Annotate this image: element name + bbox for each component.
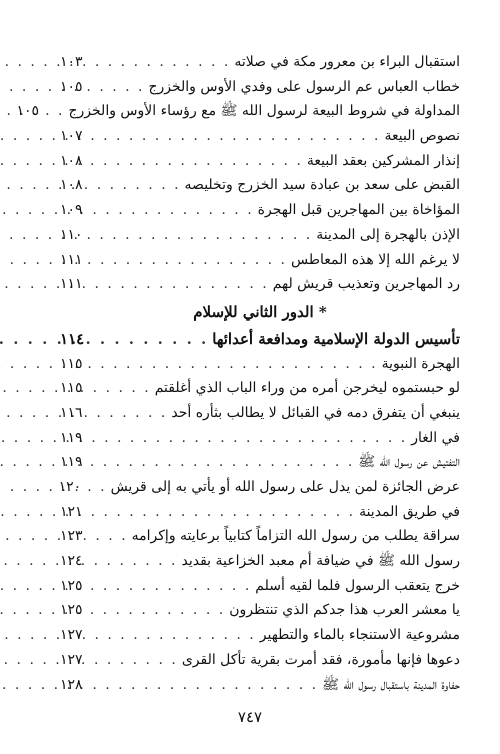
dot-leader xyxy=(100,648,178,673)
table-of-contents xyxy=(16,50,460,697)
dot-leader xyxy=(100,598,225,623)
toc-entry-title: تأسيس الدولة الإسلامية ومدافعة أعدائها xyxy=(212,329,460,348)
toc-entry-title: سراقة يطلب من رسول الله التزاماً كتابياً برعايته وإكرامه xyxy=(131,528,460,545)
toc-entry-title: الإذن بالهجرة إلى المدينة xyxy=(316,226,460,243)
dot-leader xyxy=(100,149,303,174)
toc-entry xyxy=(60,223,460,248)
toc-entry xyxy=(60,149,460,174)
toc-entry-page: ١١٤ xyxy=(60,329,85,348)
toc-entry-title: يا معشر العرب هذا جدكم الذي تنتظرون xyxy=(229,602,460,619)
toc-entry-title: رسول الله ﷺ في ضيافة أم معبد الخزاعية بقديد xyxy=(181,553,460,570)
toc-entry xyxy=(60,574,460,599)
toc-entry xyxy=(60,549,460,574)
toc-entry xyxy=(16,99,460,124)
dot-leader xyxy=(100,352,378,377)
toc-entry xyxy=(60,401,460,426)
toc-entry xyxy=(60,500,460,525)
toc-entry-page: ١١٥ xyxy=(60,355,83,372)
toc-entry-title: المؤاخاة بين المهاجرين قبل الهجرة xyxy=(257,202,460,219)
toc-entry-page: ١١٦ xyxy=(60,404,83,421)
toc-entry-title: الهجرة النبوية xyxy=(381,355,460,372)
toc-entry-page: ١٠٣ xyxy=(60,54,83,70)
toc-entry xyxy=(60,648,460,673)
toc-entry-page: ١١٩ xyxy=(60,454,83,471)
dot-leader xyxy=(100,426,407,451)
toc-entry-title: خطاب العباس عم الرسول على وفدي الأوس والخزرج xyxy=(148,78,460,95)
toc-entry-page: ١٢٨ xyxy=(60,676,83,693)
dot-leader xyxy=(100,198,254,223)
toc-entry-page: ١٢٧ xyxy=(60,651,83,668)
toc-entry-page: ١٢٥ xyxy=(60,577,83,594)
dot-leader xyxy=(100,673,318,698)
dot-leader xyxy=(100,524,128,549)
toc-entry xyxy=(60,673,460,698)
toc-entry-page: ١٠٥ xyxy=(16,103,40,120)
toc-entry-page: ١٢٠ xyxy=(58,479,82,495)
toc-entry-page: ١٠٥ xyxy=(60,78,83,95)
toc-entry-page: ١٢٤ xyxy=(60,553,83,570)
toc-entry xyxy=(60,248,460,273)
toc-entry-title: استقبال البراء بن معرور مكة في صلاته xyxy=(234,54,460,70)
toc-entry xyxy=(60,475,460,500)
toc-entry-title: في الغار xyxy=(411,429,460,446)
toc-entry xyxy=(60,352,460,377)
toc-entry-title: عرض الجائزة لمن يدل على رسول الله أو يأتي به إلى قريش xyxy=(110,479,460,495)
toc-entry-title: القبض على سعد بن عبادة سيد الخزرج وتخليصه xyxy=(184,177,460,194)
toc-list-top xyxy=(16,50,460,297)
toc-entry xyxy=(60,376,460,401)
toc-entry-title: التفتيش عن رسول الله ﷺ xyxy=(358,454,460,471)
dot-leader xyxy=(100,376,151,401)
dot-leader xyxy=(100,574,251,599)
toc-entry-page: ١١٩ xyxy=(60,429,83,446)
toc-entry-title: إنذار المشركين بعقد البيعة xyxy=(306,152,460,169)
toc-entry xyxy=(60,327,460,352)
dot-leader xyxy=(100,75,144,100)
toc-entry-title: حفاوة المدينة باستقبال رسول الله ﷺ xyxy=(322,676,460,693)
toc-entry-title: المداولة في شروط البيعة لرسول الله ﷺ مع رؤساء الأوس والخزرج xyxy=(68,103,460,120)
section-heading: * الدور الثاني للإسلام xyxy=(193,302,327,321)
dot-leader xyxy=(100,173,181,198)
dot-leader xyxy=(100,272,269,297)
toc-entry-title: نصوص البيعة xyxy=(384,128,460,145)
dot-leader xyxy=(100,623,256,648)
toc-entry-title: رد المهاجرين وتعذيب قريش لهم xyxy=(272,276,460,293)
toc-entry-page: ١١١ xyxy=(60,276,83,293)
toc-entry-page: ١١١ xyxy=(60,251,83,268)
toc-list-bottom xyxy=(60,327,460,697)
toc-entry xyxy=(60,75,460,100)
toc-entry-page: ١٢١ xyxy=(60,503,83,520)
dot-leader xyxy=(100,327,208,352)
toc-entry-page: ١٠٨ xyxy=(60,177,83,194)
toc-entry-title: خرج يتعقب الرسول فلما لقيه أسلم xyxy=(255,577,460,594)
toc-entry-page: ١٠٧ xyxy=(60,128,83,145)
toc-entry-page: ١٢٣ xyxy=(60,528,83,545)
toc-entry xyxy=(60,198,460,223)
dot-leader xyxy=(100,50,230,75)
dot-leader xyxy=(100,500,355,525)
dot-leader xyxy=(99,475,107,500)
dot-leader xyxy=(100,248,287,273)
toc-entry-title: لو حبستموه ليخرجن أمره من وراء الباب الذي أغلقتم xyxy=(154,380,460,397)
dot-leader xyxy=(100,223,312,248)
dot-leader xyxy=(100,401,167,426)
dot-leader xyxy=(100,549,178,574)
toc-entry-title: دعوها فإنها مأمورة، فقد أمرت بقرية تأكل القرى xyxy=(181,651,460,668)
toc-entry-page: ١١٥ xyxy=(60,380,83,397)
dot-leader xyxy=(100,124,380,149)
toc-entry xyxy=(60,426,460,451)
toc-entry-page: ١٢٧ xyxy=(60,627,83,644)
dot-leader xyxy=(100,450,354,475)
toc-entry-title: لا يرغم الله إلا هذه المعاطس xyxy=(291,251,460,268)
toc-entry-title: ينبغي أن يتفرق دمه في القبائل لا يطالب بثأره أحد xyxy=(171,404,460,421)
toc-entry xyxy=(60,173,460,198)
toc-entry xyxy=(60,524,460,549)
toc-entry xyxy=(60,450,460,475)
toc-entry-page: ١٢٥ xyxy=(60,602,83,619)
toc-entry-page: ١٠٩ xyxy=(60,202,83,219)
toc-entry-title: في طريق المدينة xyxy=(359,503,460,520)
page-number: ٧٤٧ xyxy=(237,708,263,726)
toc-entry xyxy=(60,623,460,648)
toc-entry-page: ١٠٨ xyxy=(60,152,83,169)
toc-entry-title: مشروعية الاستنجاء بالماء والتطهير xyxy=(259,627,460,644)
toc-entry-page: ١١٠ xyxy=(60,226,83,243)
toc-entry xyxy=(60,272,460,297)
dot-leader xyxy=(57,99,65,124)
toc-entry xyxy=(60,598,460,623)
toc-entry xyxy=(60,50,460,75)
toc-entry xyxy=(60,124,460,149)
